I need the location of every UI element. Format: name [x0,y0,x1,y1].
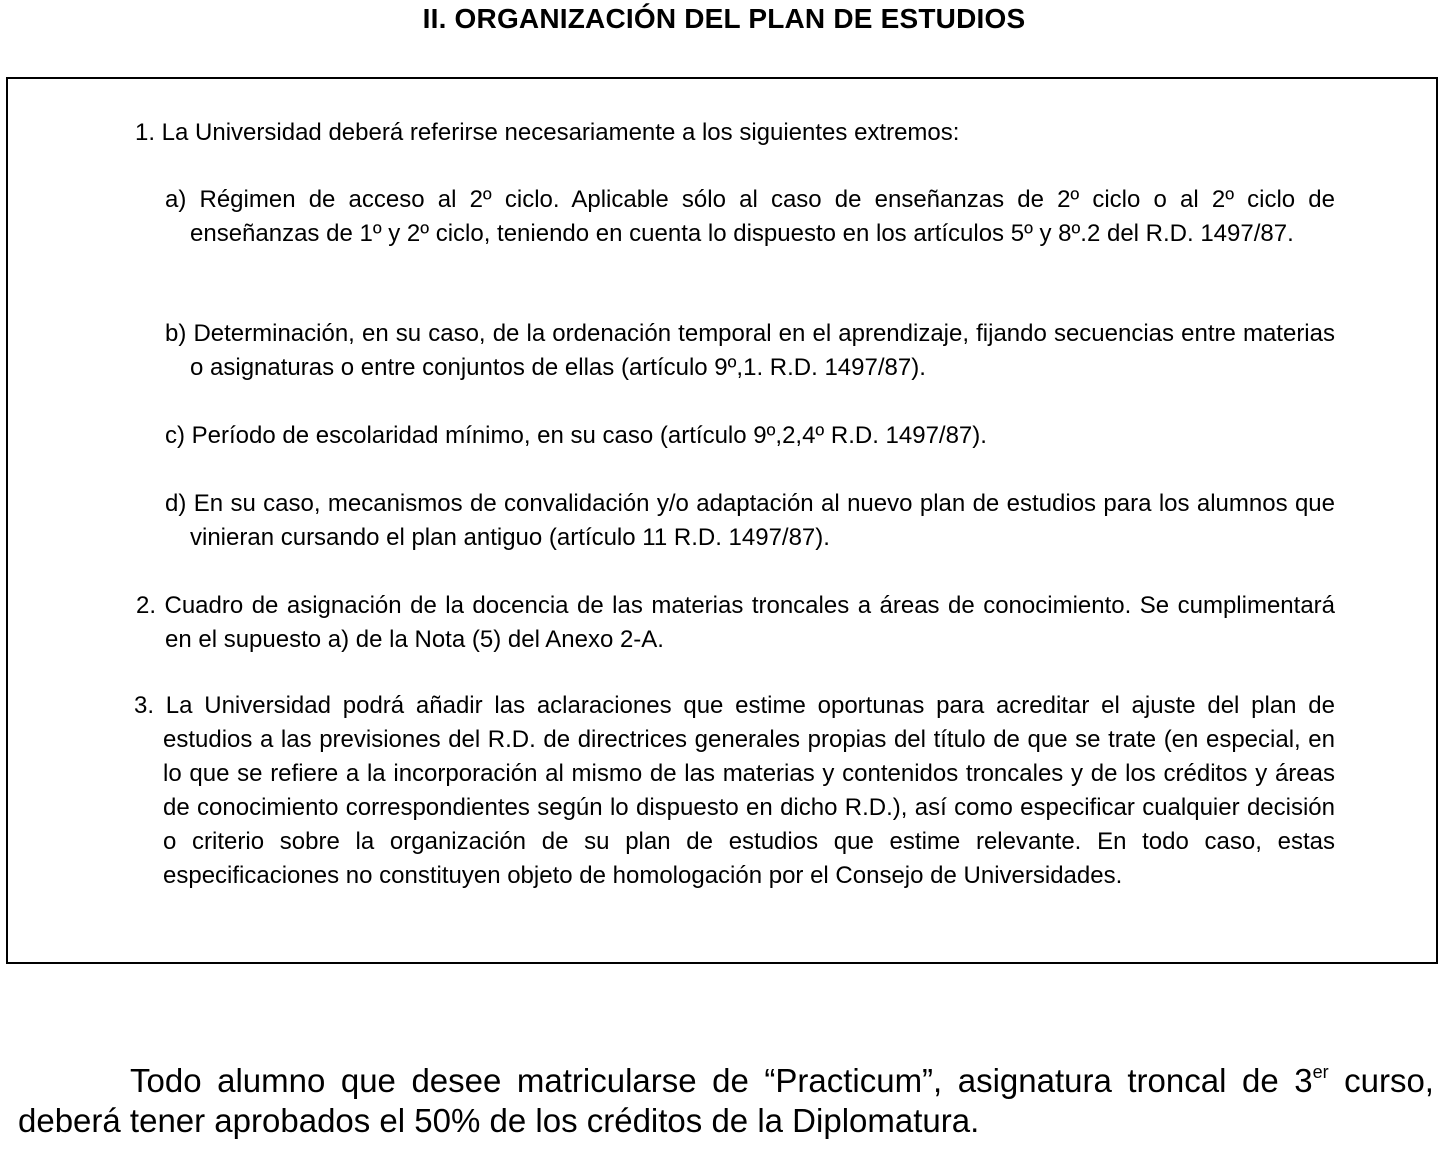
instruction-item-b: b) Determinación, en su caso, de la ordenación temporal en el aprendizaje, fijando secuencias entre materias o asignaturas o entre conjuntos de ellas (artículo 9º,1. R.D. 1497/87). [165,320,1335,381]
instruction-item-3: 3. La Universidad podrá añadir las aclaraciones que estime oportunas para acreditar el ajuste del plan de estudios a las previsiones del R.D. de directrices generales propias del título de que se trate (en especial, en lo que se refiere a la incorporación al mismo de las materias y contenidos troncales y de los créditos y áreas de conocimiento correspondientes según lo dispuesto en dicho R.D.), así como especificar cualquier decisión o criterio sobre la organización de su plan de estudios que estime relevante. En todo caso, estas especificaciones no constituyen objeto de homologación por el Consejo de Universidades. [134,692,1335,889]
instruction-item-c: c) Período de escolaridad mínimo, en su caso (artículo 9º,2,4º R.D. 1497/87). [165,422,987,449]
practicum-note [18,1061,1434,1141]
practicum-note-text-after: curso, deberá tener aprobados el 50% de los créditos de la Diplomatura. [18,1062,1434,1139]
instruction-item-d: d) En su caso, mecanismos de convalidación y/o adaptación al nuevo plan de estudios para los alumnos que vinieran cursando el plan antiguo (artículo 11 R.D. 1497/87). [165,490,1335,551]
ordinal-superscript: er [1312,1062,1329,1082]
practicum-note-text-before: Todo alumno que desee matricularse de “Practicum”, asignatura troncal de 3 [130,1062,1313,1099]
section-title: II. ORGANIZACIÓN DEL PLAN DE ESTUDIOS [422,3,1026,34]
instruction-item-1: 1. La Universidad deberá referirse necesariamente a los siguientes extremos: [135,119,960,146]
instruction-item-a: a) Régimen de acceso al 2º ciclo. Aplicable sólo al caso de enseñanzas de 2º ciclo o al 2º ciclo de enseñanzas de 1º y 2º ciclo, teniendo en cuenta lo dispuesto en los artículos 5º y 8º.2 del R.D. 1497/87. [165,186,1335,247]
instruction-item-2: 2. Cuadro de asignación de la docencia de las materias troncales a áreas de conocimiento. Se cumplimentará en el supuesto a) de la Nota (5) del Anexo 2-A. [136,592,1335,653]
